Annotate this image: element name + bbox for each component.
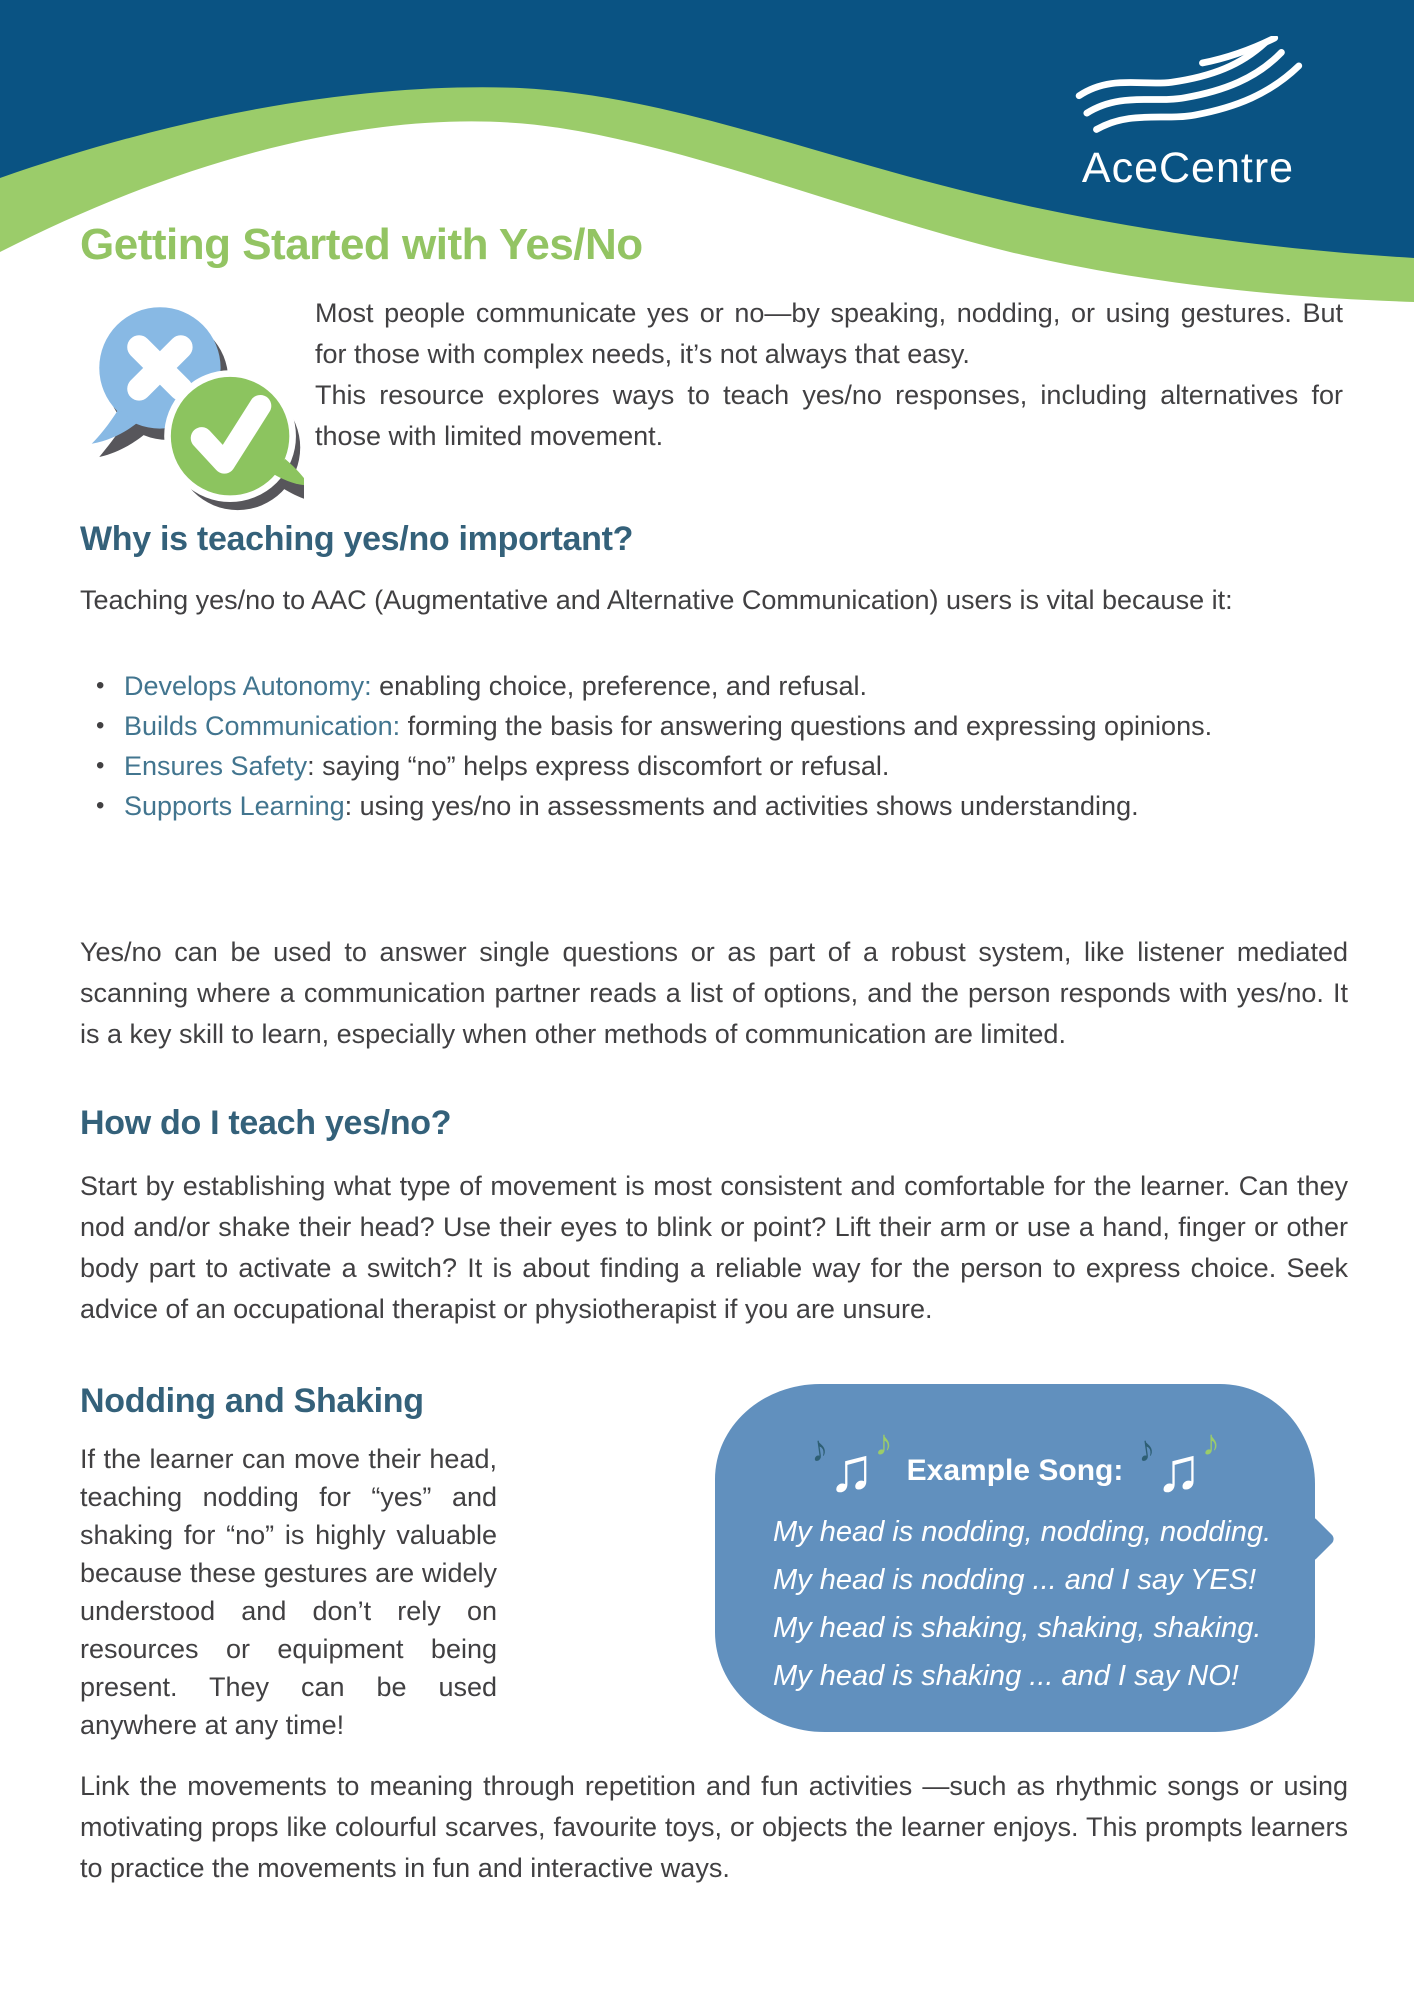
list-item bbox=[84, 706, 1348, 746]
song-lyrics bbox=[715, 1502, 1315, 1700]
intro-paragraph-2: This resource explores ways to teach yes/no responses, including alternatives for those with limited movement. bbox=[315, 380, 1343, 451]
song-label: Example Song: bbox=[906, 1454, 1124, 1487]
example-song-bubble bbox=[715, 1384, 1315, 1732]
song-header bbox=[715, 1384, 1315, 1505]
yes-no-speech-bubbles-icon bbox=[86, 294, 304, 512]
nodding-body: If the learner can move their head, teaching nodding for “yes” and shaking for “no” is highly valuable because these gestures are widely understood and don’t rely on resources or equipment being present. They can be used anywhere at any time! bbox=[80, 1444, 497, 1740]
list-item bbox=[84, 666, 1348, 706]
bullet-text: : using yes/no in assessments and activities shows understanding. bbox=[344, 791, 1139, 821]
acecentre-logo bbox=[1056, 36, 1320, 193]
bullet-lead: Supports Learning bbox=[124, 791, 345, 821]
bullet-text: forming the basis for answering questions and expressing opinions. bbox=[400, 711, 1213, 741]
list-item bbox=[84, 786, 1348, 826]
bullet-lead: Builds Communication: bbox=[124, 711, 401, 741]
bullet-text: : saying “no” helps express discomfort or refusal. bbox=[307, 751, 890, 781]
acecentre-swoosh-icon bbox=[1063, 36, 1313, 142]
page-title: Getting Started with Yes/No bbox=[80, 220, 643, 269]
list-item bbox=[84, 746, 1348, 786]
bullet-lead: Develops Autonomy: bbox=[124, 671, 372, 701]
lyric-line: My head is shaking, shaking, shaking. bbox=[773, 1612, 1262, 1644]
lyric-line: My head is nodding ... and I say YES! bbox=[773, 1564, 1257, 1596]
bullet-text: enabling choice, preference, and refusal. bbox=[371, 671, 867, 701]
intro-paragraph-1: Most people communicate yes or no—by speaking, nodding, or using gestures. But for those with complex needs, it’s not always that easy. bbox=[315, 298, 1343, 369]
section-heading-how: How do I teach yes/no? bbox=[80, 1104, 452, 1142]
lyric-line: My head is nodding, nodding, nodding. bbox=[773, 1516, 1272, 1548]
section-heading-nodding: Nodding and Shaking bbox=[80, 1382, 424, 1420]
why-outro: Yes/no can be used to answer single questions or as part of a robust system, like listener mediated scanning where a communication partner reads a list of options, and the person responds with yes/no. It is a key skill to learn, especially when other methods of communication are limited. bbox=[80, 937, 1348, 1049]
intro-block bbox=[315, 293, 1343, 457]
nodding-outro: Link the movements to meaning through repetition and fun activities —such as rhythmic songs or using motivating props like colourful scarves, favourite toys, or objects the learner enjoys. This prompts learners to practice the movements in fun and interactive ways. bbox=[80, 1771, 1348, 1883]
why-lede: Teaching yes/no to AAC (Augmentative and Alternative Communication) users is vital because it: bbox=[80, 585, 1233, 615]
how-body: Start by establishing what type of movement is most consistent and comfortable for the learner. Can they nod and/or shake their head? Use their eyes to blink or point? Lift their arm or use a hand, finger or other body part to activate a switch? It is about finding a reliable way for the person to express choice. Seek advice of an occupational therapist or physiotherapist if you are unsure. bbox=[80, 1171, 1348, 1324]
why-bullet-list bbox=[84, 666, 1348, 826]
bullet-lead: Ensures Safety bbox=[124, 751, 308, 781]
section-heading-why: Why is teaching yes/no important? bbox=[80, 520, 634, 558]
music-notes-icon: ♪♫♪ bbox=[807, 1422, 893, 1505]
music-notes-icon: ♪♫♪ bbox=[1134, 1422, 1220, 1505]
x-mark-icon bbox=[139, 347, 181, 389]
logo-wordmark: AceCentre bbox=[1081, 144, 1295, 192]
lyric-line: My head is shaking ... and I say NO! bbox=[773, 1660, 1239, 1692]
